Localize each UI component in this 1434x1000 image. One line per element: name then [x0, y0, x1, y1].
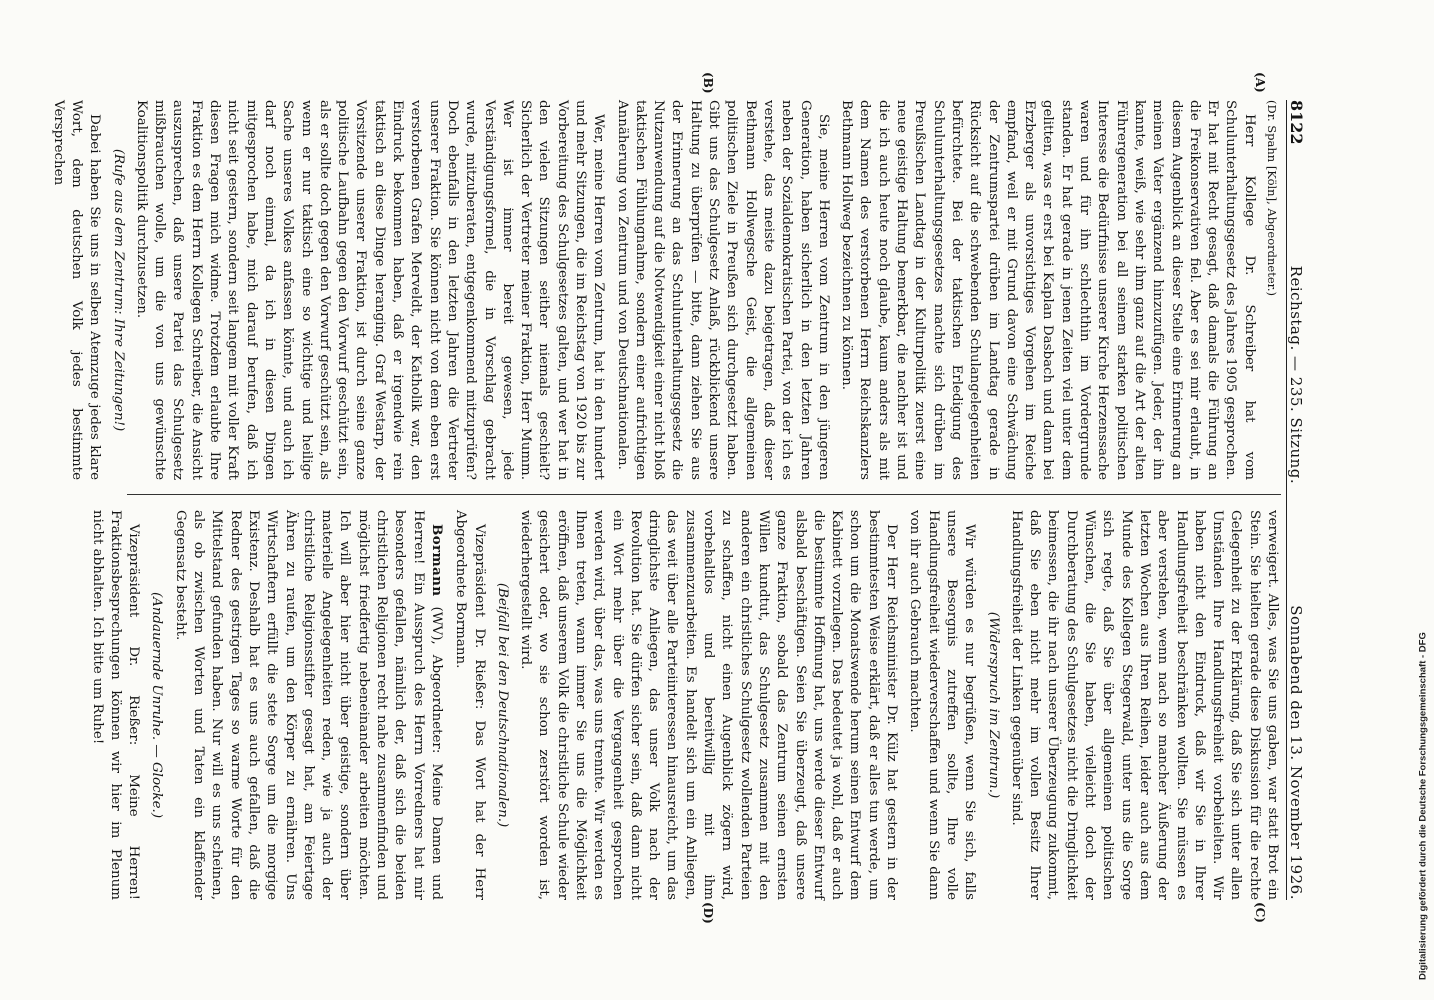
paragraph: Der Herr Reichsminister Dr. Külz hat gestern in der bestimmtesten Weise erklärt, daß er alles tun werde, um schon um die Monatswende herum seinen Entwurf dem Kabinett vorzulegen. Das bedeutet ja wohl, daß er auch die bestimmte Hoffnung hat, uns werde dieser Entwurf alsbald beschäftigen. Seien Sie überzeugt, daß unsere ganze Fraktion, sobald das Zentrum seinen ernsten Willen kundtut, das Schulgesetz zusammen mit den anderen ein christliches Schulgesetz wollenden Parteien zu schaffen, nicht einen Augenblick zögern wird, vorbehaltlos und bereitwillig mit ihm zusammenzuarbeiten. Es handelt sich um ein Anliegen, das weit über alle Parteiinteressen hinausreicht, um das dringlichste Anliegen, das unser Volk nach der Revolution hat. Sie dürfen sicher sein, daß dann nicht ein Wort mehr über die Vergangenheit gesprochen werden wird, über das, was uns trennte. Wir werden es Ihnen treten, wann immer Sie uns die Möglichkeit eröffnen, daß unserem Volk die christliche Schule wieder gesichert oder, wo sie schon zerstört worden ist, wiederhergestellt wird.	[518, 510, 900, 900]
margin-marker-c: (C)	[1253, 902, 1267, 923]
left-column	[50, 100, 1281, 480]
header-session: Reichstag. — 235. Sitzung.	[1287, 265, 1306, 485]
paragraph: Wer, meine Herren vom Zentrum, hat in den hundert und mehr Sitzungen, die im Reichstag von 1920 bis zur Vorbereitung des Schulgesetzes galten, und wer hat in den vielen Sitzungen seither niemals geschielt? Sicherlich der Vertreter meiner Fraktion, Herr Mumm. Wer ist immer bereit gewesen, jede Verständigungsformel, die in Vorschlag gebracht wurde, mitzuberaten, entgegenkommend mitzuprüfen? Doch ebenfalls in den letzten Jahren die Vertreter unserer Fraktion. Sie können nicht von dem eben erst verstorbenen Grafen Merveldt, der Katholik war, den Eindruck bekommen haben, daß er irgendwie rein taktisch an diese Dinge heranging. Graf Westarp, der Vorsitzende unserer Fraktion, ist durch seine ganze politische Laufbahn gegen den Vorwurf geschützt sein, als er sollte doch gegen den Vorwurf geschützt sein, als wenn er nur taktisch eine so wichtige und heilige Sache unseres Volkes anfassen könnte, und auch ich darf noch einmal, da ich in diesen Dingen mitgesprochen habe, mich darauf berufen, daß ich nicht seit gestern, sondern seit langem mit voller Kraft diesen Fragen mich widme. Trotzdem erlaubte Ihre Fraktion es dem Herrn Kollegen Schreiber, die Ansicht auszusprechen, daß unsere Partei das Schulgesetz mißbrauchen wolle, um die von uns gewünschte Koalitionspolitik durchzusetzen.	[133, 100, 607, 480]
paragraph: Herr Kollege Dr. Schreiber hat vom Schulunterhaltungsgesetz des Jahres 1905 gesprochen. Er hat mit Recht gesagt, daß damals die Führung an die Freikonservativen fiel. Aber es sei mir erlaubt, in diesem Augenblick an dieser Stelle eine Erinnerung an meinen Vater ergänzend hinzuzufügen. Jeder, der ihn kannte, weiß, wie sehr ihm ganz auf die Art der alten Führergeneration bei all seinem starken politischen Interesse die Bedürfnisse unserer Kirche Herzenssache waren und für ihn schlechthin im Vordergrunde standen. Er hat gerade in jenen Zeiten viel unter dem gelitten, was er erst bei Kaplan Dasbach und dann bei Erzberger als unvorsichtiges Vorgehen im Reiche empfand, weil er mit Grund davon eine Schwächung der Zentrumspartei drüben im Landtag gerade in Rücksicht auf die schwebenden Schulangelegenheiten befürchtete. Bei der taktischen Erledigung des Schulunterhaltungsgesetzes machte sich drüben im Preußischen Landtag in der Kulturpolitik zuerst eine neue geistige Haltung bemerkbar, die nachher ist und die ich auch heute noch glaube, kaum anders als mit dem Namen des verstorbenen Herrn Reichskanzlers Bethmann Hollweg bezeichnen zu können.	[839, 100, 1257, 480]
speaker-party: (WV), Abgeordneter:	[428, 606, 444, 754]
president-remark: Vizepräsident Dr. Rießer: Das Wort hat der Herr Abgeordnete Bormann.	[453, 510, 487, 900]
header-date: Sonnabend den 13. November 1926.	[1287, 605, 1306, 900]
margin-marker-a: (A)	[1253, 72, 1267, 93]
speaker-tag: (Dr. Spahn [Köln], Abgeordneter.)	[1265, 100, 1279, 297]
dfg-side-note: Digitalisierung gefördert durch die Deutsche Forschungsgemeinschaft - DFG	[1417, 632, 1429, 980]
interjection: (Widerspruch im Zentrum.)	[985, 611, 1001, 799]
paragraph: Sie, meine Herren vom Zentrum in den jüngeren Generation, haben sicherlich in den letzten Jahren neben der Sozialdemokratischen Partei, von der ich es verstehe, das meiste dazu beigetragen, daß dieser Bethmann Hollwegsche Geist, die allgemeinen politischen Ziele in Preußen sich durchgesetzt haben. Gibt uns das Schulgesetz Anlaß, rückblickend unsere Haltung zu überprüfen — bitte, dann ziehen Sie aus der Erinnerung an das Schulunterhaltungsgesetz die Nutzanwendung auf die Notwendigkeit einer nicht bloß taktischen Fühlungnahme, sondern einer aufrichtigen Annäherung von Zentrum und von Deutschnationalen.	[614, 100, 831, 480]
paragraph: Dabei haben Sie uns in selben Atemzuge jedes klare Wort, dem deutschen Volk jedes bestimmte Versprechen	[50, 100, 103, 480]
paragraph: verweigert. Alles, was Sie uns gaben, war statt Brot ein Stein. Sie hielten gerade diese Diskussion für die rechte Gelegenheit zu der Erklärung, daß Sie sich unter allen Umständen Ihre Handlungsfreiheit vorbehielten. Wir haben nicht den Eindruck, daß wir Sie in Ihrer Handlungsfreiheit beschränken wollten. Sie müssen es aber verstehen, wenn nach so mancher Äußerung der letzten Wochen aus Ihren Reihen, leider auch aus dem Munde des Kollegen Stegerwald, unter uns die Sorge sich regte, daß Sie über allgemeinen politischen Wünschen, die Sie haben, vielleicht doch der Durchberatung des Schulgesetzes nicht die Dringlichkeit beimessen, die ihr nach unserer Überzeugung zukommt, daß Sie eben nicht mehr im vollen Besitz Ihrer Handlungsfreiheit der Linken gegenüber sind.	[1008, 510, 1280, 900]
applause-note: (Beifall bei den Deutschnationalen.)	[494, 582, 510, 828]
right-column	[89, 510, 1281, 900]
speech-opening	[170, 510, 445, 900]
president-remark: Vizepräsident Dr. Rießer: Meine Herren! Fraktionsbesprechungen können wir hier im Plenum nicht abhalten. Ich bitte um Ruhe!	[89, 510, 142, 900]
page-number: 8122	[1287, 100, 1307, 145]
interjection: (Andauernde Unruhe. — Glocke.)	[149, 591, 165, 819]
newspaper-sheet	[50, 72, 1317, 924]
column-divider	[127, 494, 1281, 495]
interjection: (Rufe aus dem Zentrum: Ihre Zeitungen!)	[110, 148, 126, 432]
page-header	[1286, 100, 1317, 900]
paragraph: Wir würden es nur begrüßen, wenn Sie sich, falls unsere Besorgnis zutreffen sollte, Ihre volle Handlungsfreiheit wiederverschaffen und wenn Sie dann von ihr auch Gebrauch machten.	[907, 510, 978, 900]
speaker-name: Bormann	[428, 524, 445, 597]
speech-text: Meine Damen und Herren! Ein Ausspruch des Herrn Vorredners hat mir besonders gefallen, nämlich der, daß sich die beiden christlichen Religionen recht nahe zusammenfinden und möglichst friedfertig nebeneinander arbeiten möchten. Ich will aber hier nicht über geistige, sondern über materielle Angelegenheiten reden, wie ja auch der christliche Religionsstifter gesagt hat, am Feiertage Ähren zu raufen, um den Körper zu ernähren. Uns Wirtschaftern erfüllt die stete Sorge um die morgige Existenz. Deshalb hat es uns auch gefallen, daß die Redner des gestrigen Tages so warme Worte für den Mittelstand gefunden haben. Nur will es uns scheinen, als ob zwischen Worten und Taten ein klaffender Gegensatz besteht.	[172, 510, 444, 900]
margin-marker-b: (B)	[701, 72, 715, 94]
margin-marker-d: (D)	[701, 902, 715, 924]
